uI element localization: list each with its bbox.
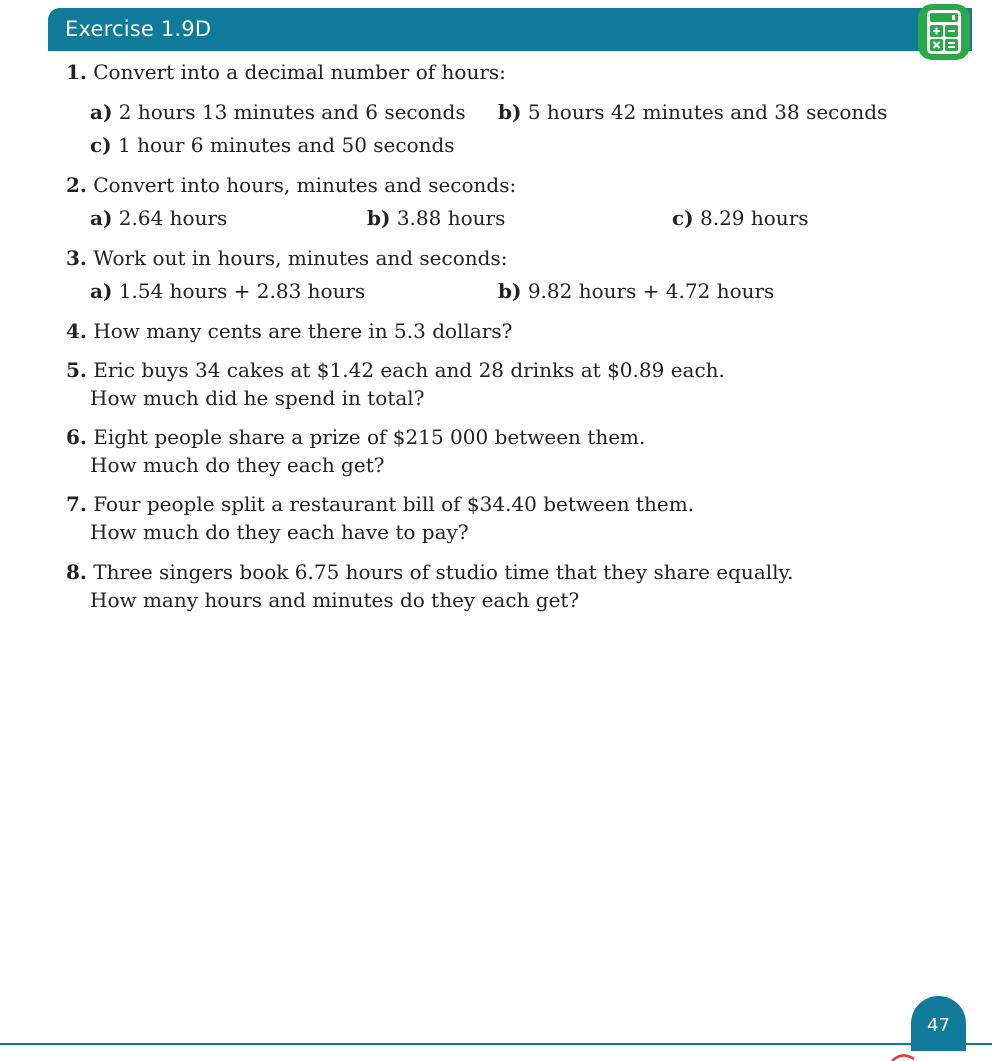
part-text: 5 hours 42 minutes and 38 seconds xyxy=(527,100,888,124)
question-text: How many cents are there in 5.3 dollars? xyxy=(93,319,513,343)
question-number: 2. xyxy=(66,173,87,197)
question-2b xyxy=(367,205,505,231)
question-8 xyxy=(66,559,794,585)
question-text: Eight people share a prize of $215 000 between them. xyxy=(93,425,646,449)
question-8-line2 xyxy=(90,587,579,613)
part-text: 9.82 hours + 4.72 hours xyxy=(527,279,775,303)
question-text: Convert into hours, minutes and seconds: xyxy=(93,173,517,197)
question-2 xyxy=(66,172,516,198)
exercise-title: Exercise 1.9D xyxy=(65,17,212,41)
question-1c xyxy=(90,132,455,158)
question-text: How much do they each get? xyxy=(90,453,385,477)
question-text: How many hours and minutes do they each get? xyxy=(90,588,580,612)
part-text: 3.88 hours xyxy=(396,206,506,230)
question-7-line2 xyxy=(90,519,469,545)
exercise-header xyxy=(48,8,972,51)
calculator-icon xyxy=(918,4,970,60)
question-6 xyxy=(66,424,645,450)
part-text: 1.54 hours + 2.83 hours xyxy=(118,279,366,303)
question-3b xyxy=(498,278,774,304)
question-6-line2 xyxy=(90,452,384,478)
question-text: How much did he spend in total? xyxy=(90,386,425,410)
question-number: 4. xyxy=(66,319,87,343)
page-number: 47 xyxy=(927,1015,950,1036)
question-text: Three singers book 6.75 hours of studio time that they share equally. xyxy=(93,560,794,584)
part-label: c) xyxy=(672,206,694,230)
part-text: 2.64 hours xyxy=(118,206,228,230)
footer-divider xyxy=(0,1043,992,1045)
question-5-line2 xyxy=(90,385,424,411)
part-label: c) xyxy=(90,133,112,157)
question-1b xyxy=(498,99,887,125)
part-label: b) xyxy=(498,279,522,303)
part-text: 2 hours 13 minutes and 6 seconds xyxy=(118,100,466,124)
part-label: a) xyxy=(90,206,113,230)
question-text: Work out in hours, minutes and seconds: xyxy=(93,246,508,270)
question-2a xyxy=(90,205,227,231)
question-number: 1. xyxy=(66,60,87,84)
question-text: Convert into a decimal number of hours: xyxy=(93,60,506,84)
question-3 xyxy=(66,245,507,271)
part-label: a) xyxy=(90,279,113,303)
question-1a xyxy=(90,99,466,125)
question-1 xyxy=(66,59,506,85)
question-number: 6. xyxy=(66,425,87,449)
question-text: How much do they each have to pay? xyxy=(90,520,469,544)
part-text: 1 hour 6 minutes and 50 seconds xyxy=(118,133,455,157)
question-3a xyxy=(90,278,365,304)
part-label: a) xyxy=(90,100,113,124)
question-number: 7. xyxy=(66,492,87,516)
question-number: 5. xyxy=(66,358,87,382)
part-label: b) xyxy=(498,100,522,124)
part-label: b) xyxy=(367,206,391,230)
part-text: 8.29 hours xyxy=(700,206,809,230)
publisher-logo-fragment xyxy=(890,1053,930,1061)
question-5 xyxy=(66,357,725,383)
question-7 xyxy=(66,491,694,517)
question-number: 8. xyxy=(66,560,87,584)
question-text: Eric buys 34 cakes at $1.42 each and 28 drinks at $0.89 each. xyxy=(93,358,725,382)
question-text: Four people split a restaurant bill of $34.40 between them. xyxy=(93,492,695,516)
question-4 xyxy=(66,318,512,344)
question-number: 3. xyxy=(66,246,87,270)
question-2c xyxy=(672,205,809,231)
